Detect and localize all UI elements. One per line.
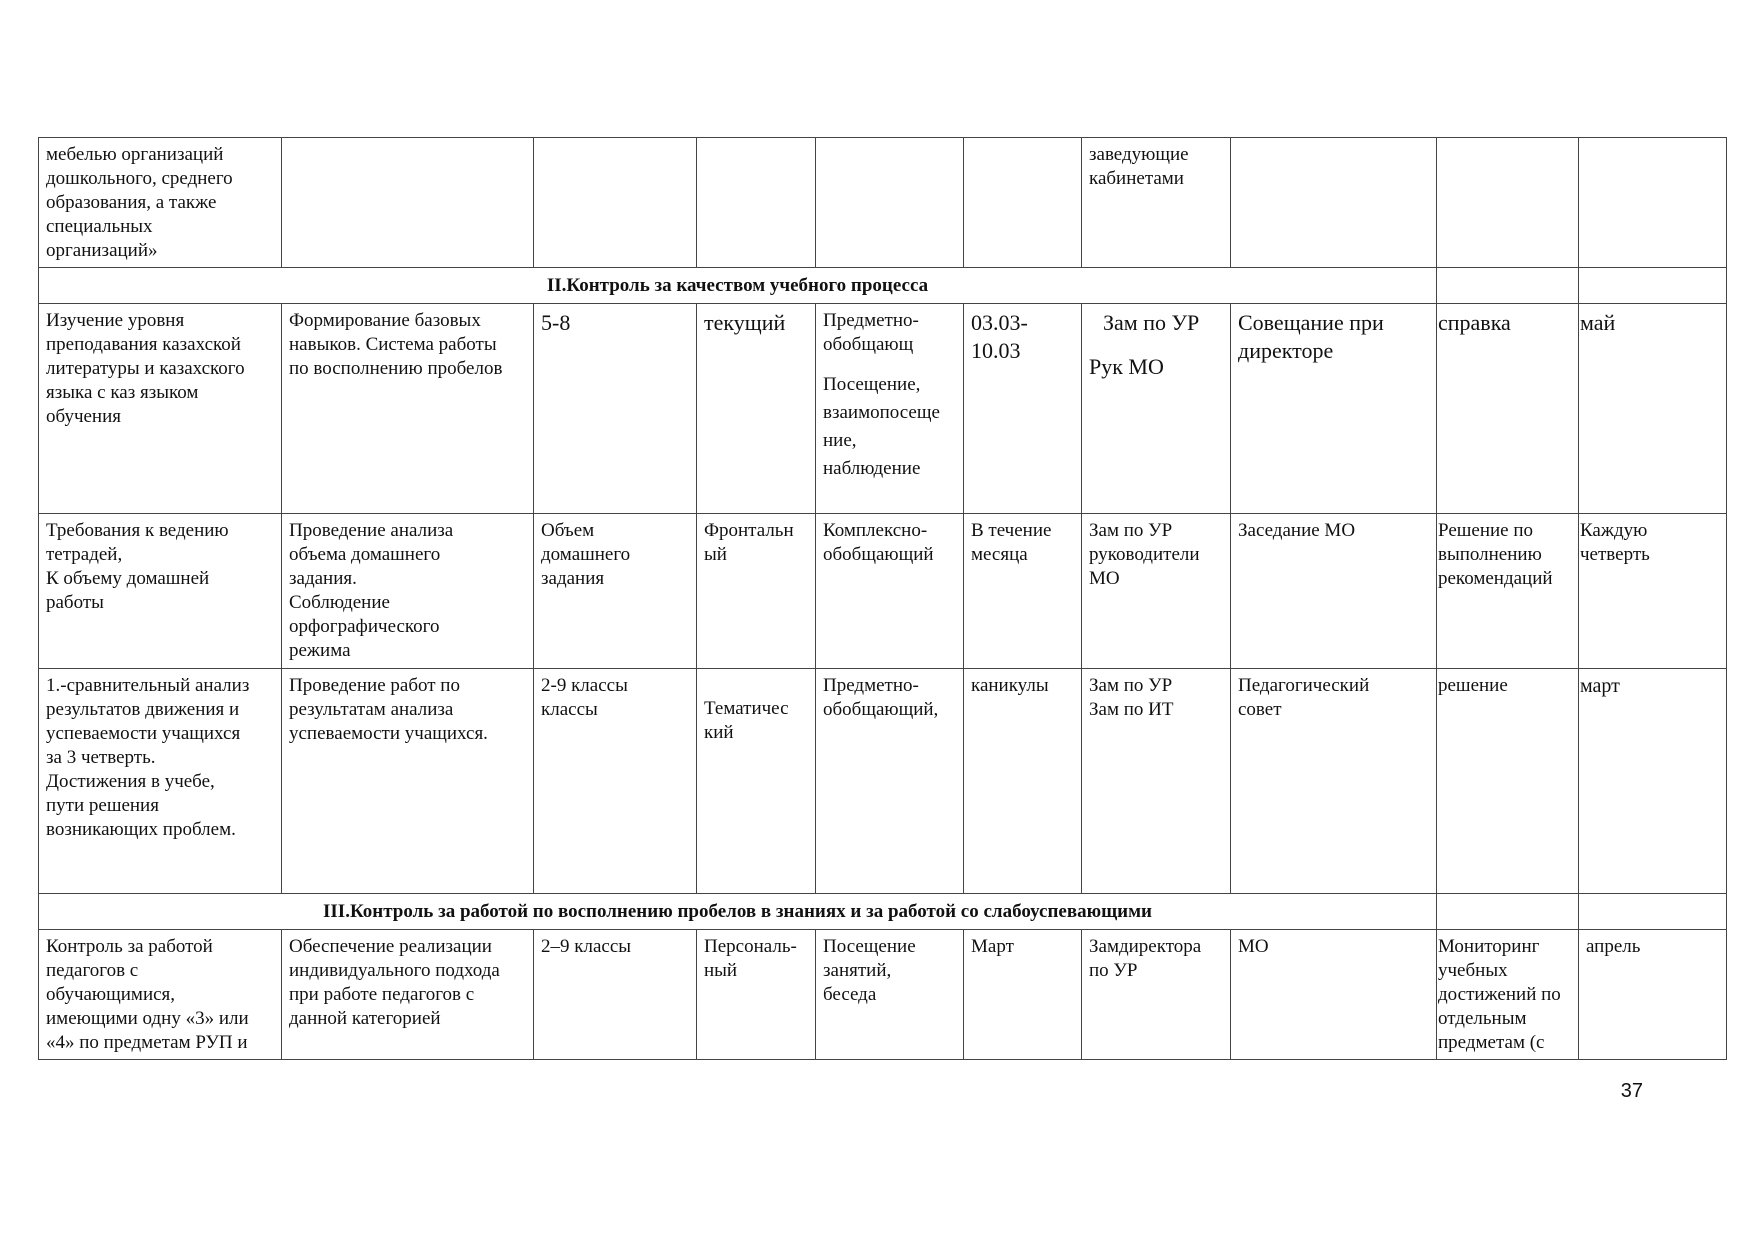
cell-goal: Проведение анализа объема домашнего задания. Соблюдение орфографического режима <box>282 514 534 669</box>
responsible-secondary: Рук МО <box>1089 354 1164 379</box>
cell-date: 03.03- 10.03 <box>964 304 1082 514</box>
cell-date: каникулы <box>964 669 1082 894</box>
cell-topic: Требования к ведению тетрадей, К объему домашней работы <box>39 514 282 669</box>
cell-type: Персональ- ный <box>697 930 816 1060</box>
table-row <box>39 514 1727 669</box>
cell-review-place: Совещание при директоре <box>1231 304 1437 514</box>
cell-form: Предметно- обобщающий, <box>816 669 964 894</box>
section-heading-2: II.Контроль за качеством учебного процесса <box>39 268 1437 304</box>
cell-repeat: Каждую четверть <box>1579 514 1727 669</box>
cell-type: текущий <box>697 304 816 514</box>
cell-result: справка <box>1437 304 1579 514</box>
cell-review-place: МО <box>1231 930 1437 1060</box>
cell-object: Объем домашнего задания <box>534 514 697 669</box>
cell-empty <box>1579 268 1727 304</box>
cell-date: В течение месяца <box>964 514 1082 669</box>
cell-goal: Формирование базовых навыков. Система работы по восполнению пробелов <box>282 304 534 514</box>
cell-result: Мониторинг учебных достижений по отдельным предметам (с <box>1437 930 1579 1060</box>
cell-date <box>964 138 1082 268</box>
cell-form <box>816 138 964 268</box>
cell-review-place <box>1231 138 1437 268</box>
cell-topic: Изучение уровня преподавания казахской литературы и казахского языка с каз языком обучения <box>39 304 282 514</box>
plan-table <box>38 137 1727 1060</box>
cell-form: Комплексно- обобщающий <box>816 514 964 669</box>
cell-goal: Проведение работ по результатам анализа успеваемости учащихся. <box>282 669 534 894</box>
cell-repeat: апрель <box>1579 930 1727 1060</box>
page-number: 37 <box>1620 1080 1643 1102</box>
cell-review-place: Заседание МО <box>1231 514 1437 669</box>
cell-repeat: март <box>1579 669 1727 894</box>
table-row <box>39 138 1727 268</box>
table-row <box>39 669 1727 894</box>
cell-topic: 1.-сравнительный анализ результатов движения и успеваемости учащихся за 3 четверть. Достижения в учебе, пути решения возникающих проблем. <box>39 669 282 894</box>
cell-object: 2-9 классы классы <box>534 669 697 894</box>
table-row <box>39 304 1727 514</box>
cell-responsible: заведующие кабинетами <box>1082 138 1231 268</box>
cell-object: 5-8 <box>534 304 697 514</box>
cell-type <box>697 138 816 268</box>
section-row <box>39 894 1727 930</box>
section-heading-3: III.Контроль за работой по восполнению пробелов в знаниях и за работой со слабоуспевающими <box>39 894 1437 930</box>
form-methods: Посещение, взаимопосеще ние, наблюдение <box>823 374 940 479</box>
cell-goal <box>282 138 534 268</box>
cell-goal: Обеспечение реализации индивидуального подхода при работе педагогов с данной категорией <box>282 930 534 1060</box>
cell-responsible <box>1082 304 1231 514</box>
form-kind: Предметно- обобщающ <box>823 310 919 355</box>
cell-result: решение <box>1437 669 1579 894</box>
cell-responsible: Замдиректора по УР <box>1082 930 1231 1060</box>
cell-result: Решение по выполнению рекомендаций <box>1437 514 1579 669</box>
cell-object: 2–9 классы <box>534 930 697 1060</box>
section-row <box>39 268 1727 304</box>
cell-responsible: Зам по УР руководители МО <box>1082 514 1231 669</box>
cell-repeat <box>1579 138 1727 268</box>
cell-topic: мебелью организаций дошкольного, среднего образования, а также специальных организаций» <box>39 138 282 268</box>
cell-date: Март <box>964 930 1082 1060</box>
cell-result <box>1437 138 1579 268</box>
cell-object <box>534 138 697 268</box>
cell-form: Посещение занятий, беседа <box>816 930 964 1060</box>
cell-type: Тематичес кий <box>697 669 816 894</box>
cell-empty <box>1437 894 1579 930</box>
cell-form <box>816 304 964 514</box>
cell-repeat: май <box>1579 304 1727 514</box>
table-row <box>39 930 1727 1060</box>
cell-type: Фронтальн ый <box>697 514 816 669</box>
responsible-primary: Зам по УР <box>1103 310 1200 335</box>
cell-topic: Контроль за работой педагогов с обучающимися, имеющими одну «3» или «4» по предметам РУП и <box>39 930 282 1060</box>
cell-empty <box>1579 894 1727 930</box>
cell-review-place: Педагогический совет <box>1231 669 1437 894</box>
cell-responsible: Зам по УР Зам по ИТ <box>1082 669 1231 894</box>
cell-empty <box>1437 268 1579 304</box>
